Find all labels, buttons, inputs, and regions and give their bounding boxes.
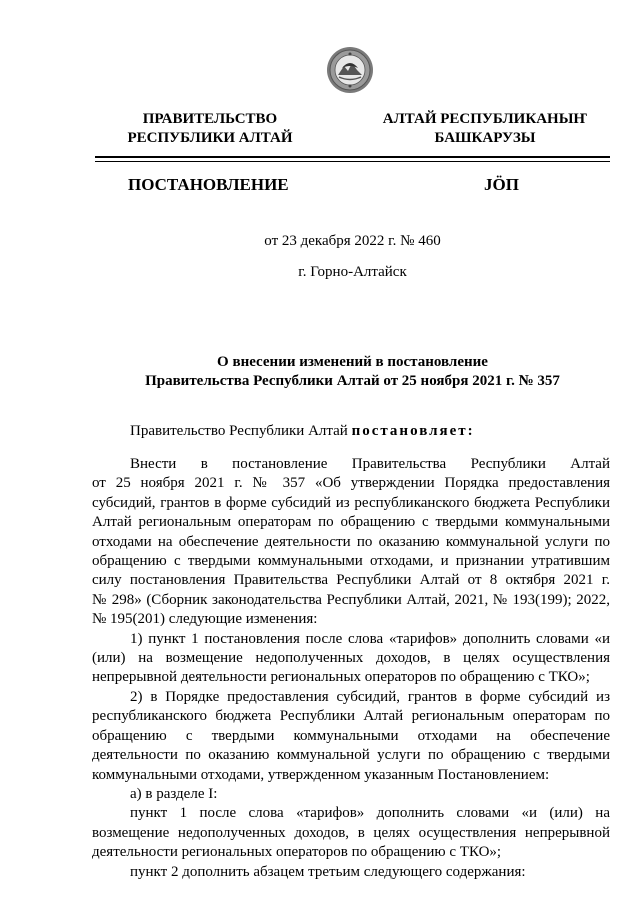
title-line: О внесении изменений в постановление (217, 354, 488, 370)
republic-altai-emblem-icon (326, 46, 374, 94)
body-line: от 25 ноября 2021 г. № 357 «Об утверждении Порядка предоставления (92, 475, 610, 492)
intro-line (130, 423, 475, 440)
body-line: коммунальными отходами, утвержденном указанным Постановлением: (92, 766, 550, 783)
city: г. Горно-Алтайск (298, 264, 407, 280)
body-line: возмещение недополученных доходов, в целях осуществления непрерывной (92, 824, 610, 841)
header-left (110, 110, 310, 148)
header-left-line: РЕСПУБЛИКИ АЛТАЙ (127, 130, 293, 146)
body-line: № 195(201) следующие изменения: (92, 611, 318, 628)
body-line: силу постановления Правительства Республики Алтай от 8 октября 2021 г. (92, 572, 610, 589)
intro-text: Правительство Республики Алтай (130, 423, 352, 439)
body-line: субсидий, грантов в форме субсидий из республиканского бюджета Республики (92, 494, 610, 511)
body-line: деятельности по оказанию коммунальной услуги по обращению с твердыми (92, 747, 610, 764)
body-line: отходами на обеспечение деятельности по оказанию коммунальной услуги по (92, 533, 610, 550)
body-line: пункт 1 после слова «тарифов» дополнить словами «и (или) на (130, 805, 610, 822)
header-left-line: ПРАВИТЕЛЬСТВО (142, 111, 278, 127)
doc-type-right: JӦП (484, 175, 519, 194)
header-divider-thick (95, 156, 610, 158)
header-divider-thin (95, 161, 610, 162)
header-right-line: БАШКАРУЗЫ (434, 130, 536, 146)
intro-emphasis: постановляет: (351, 423, 475, 439)
header-right (380, 110, 590, 148)
document-body (92, 455, 610, 882)
body-line: непрерывной деятельности региональных операторов по обращению с ТКО»; (92, 669, 590, 686)
title-line: Правительства Республики Алтай от 25 ноября 2021 г. № 357 (145, 373, 560, 389)
body-line: Внести в постановление Правительства Республики Алтай (130, 456, 610, 472)
body-line: обращению с твердыми коммунальными отходами, и признании утратившим (92, 553, 610, 570)
body-line: деятельности региональных операторов по обращению с ТКО»; (92, 844, 502, 861)
doc-type-left: ПОСТАНОВЛЕНИЕ (128, 175, 289, 194)
body-line: 2) в Порядке предоставления субсидий, грантов в форме субсидий из (130, 688, 610, 705)
body-line: республиканского бюджета Республики Алтай региональным операторам по (92, 708, 610, 725)
document-title (95, 353, 610, 391)
body-line: обращению с твердыми коммунальными отходами на обеспечение (92, 727, 610, 744)
date-number: от 23 декабря 2022 г. № 460 (264, 233, 441, 249)
body-line: № 298» (Сборник законодательства Республики Алтай, 2021, № 193(199); 2022, (92, 591, 610, 608)
body-line: пункт 2 дополнить абзацем третьим следующего содержания: (130, 863, 526, 880)
body-line: (или) на возмещение недополученных доходов, в целях осуществления (92, 650, 610, 667)
body-line: 1) пункт 1 постановления после слова «тарифов» дополнить словами «и (130, 630, 610, 647)
body-line: Алтай региональным операторам по обращению с твердыми коммунальными (92, 514, 610, 531)
header-right-line: АЛТАЙ РЕСПУБЛИКАНЫҤ (382, 111, 588, 127)
body-line: а) в разделе I: (130, 785, 218, 802)
